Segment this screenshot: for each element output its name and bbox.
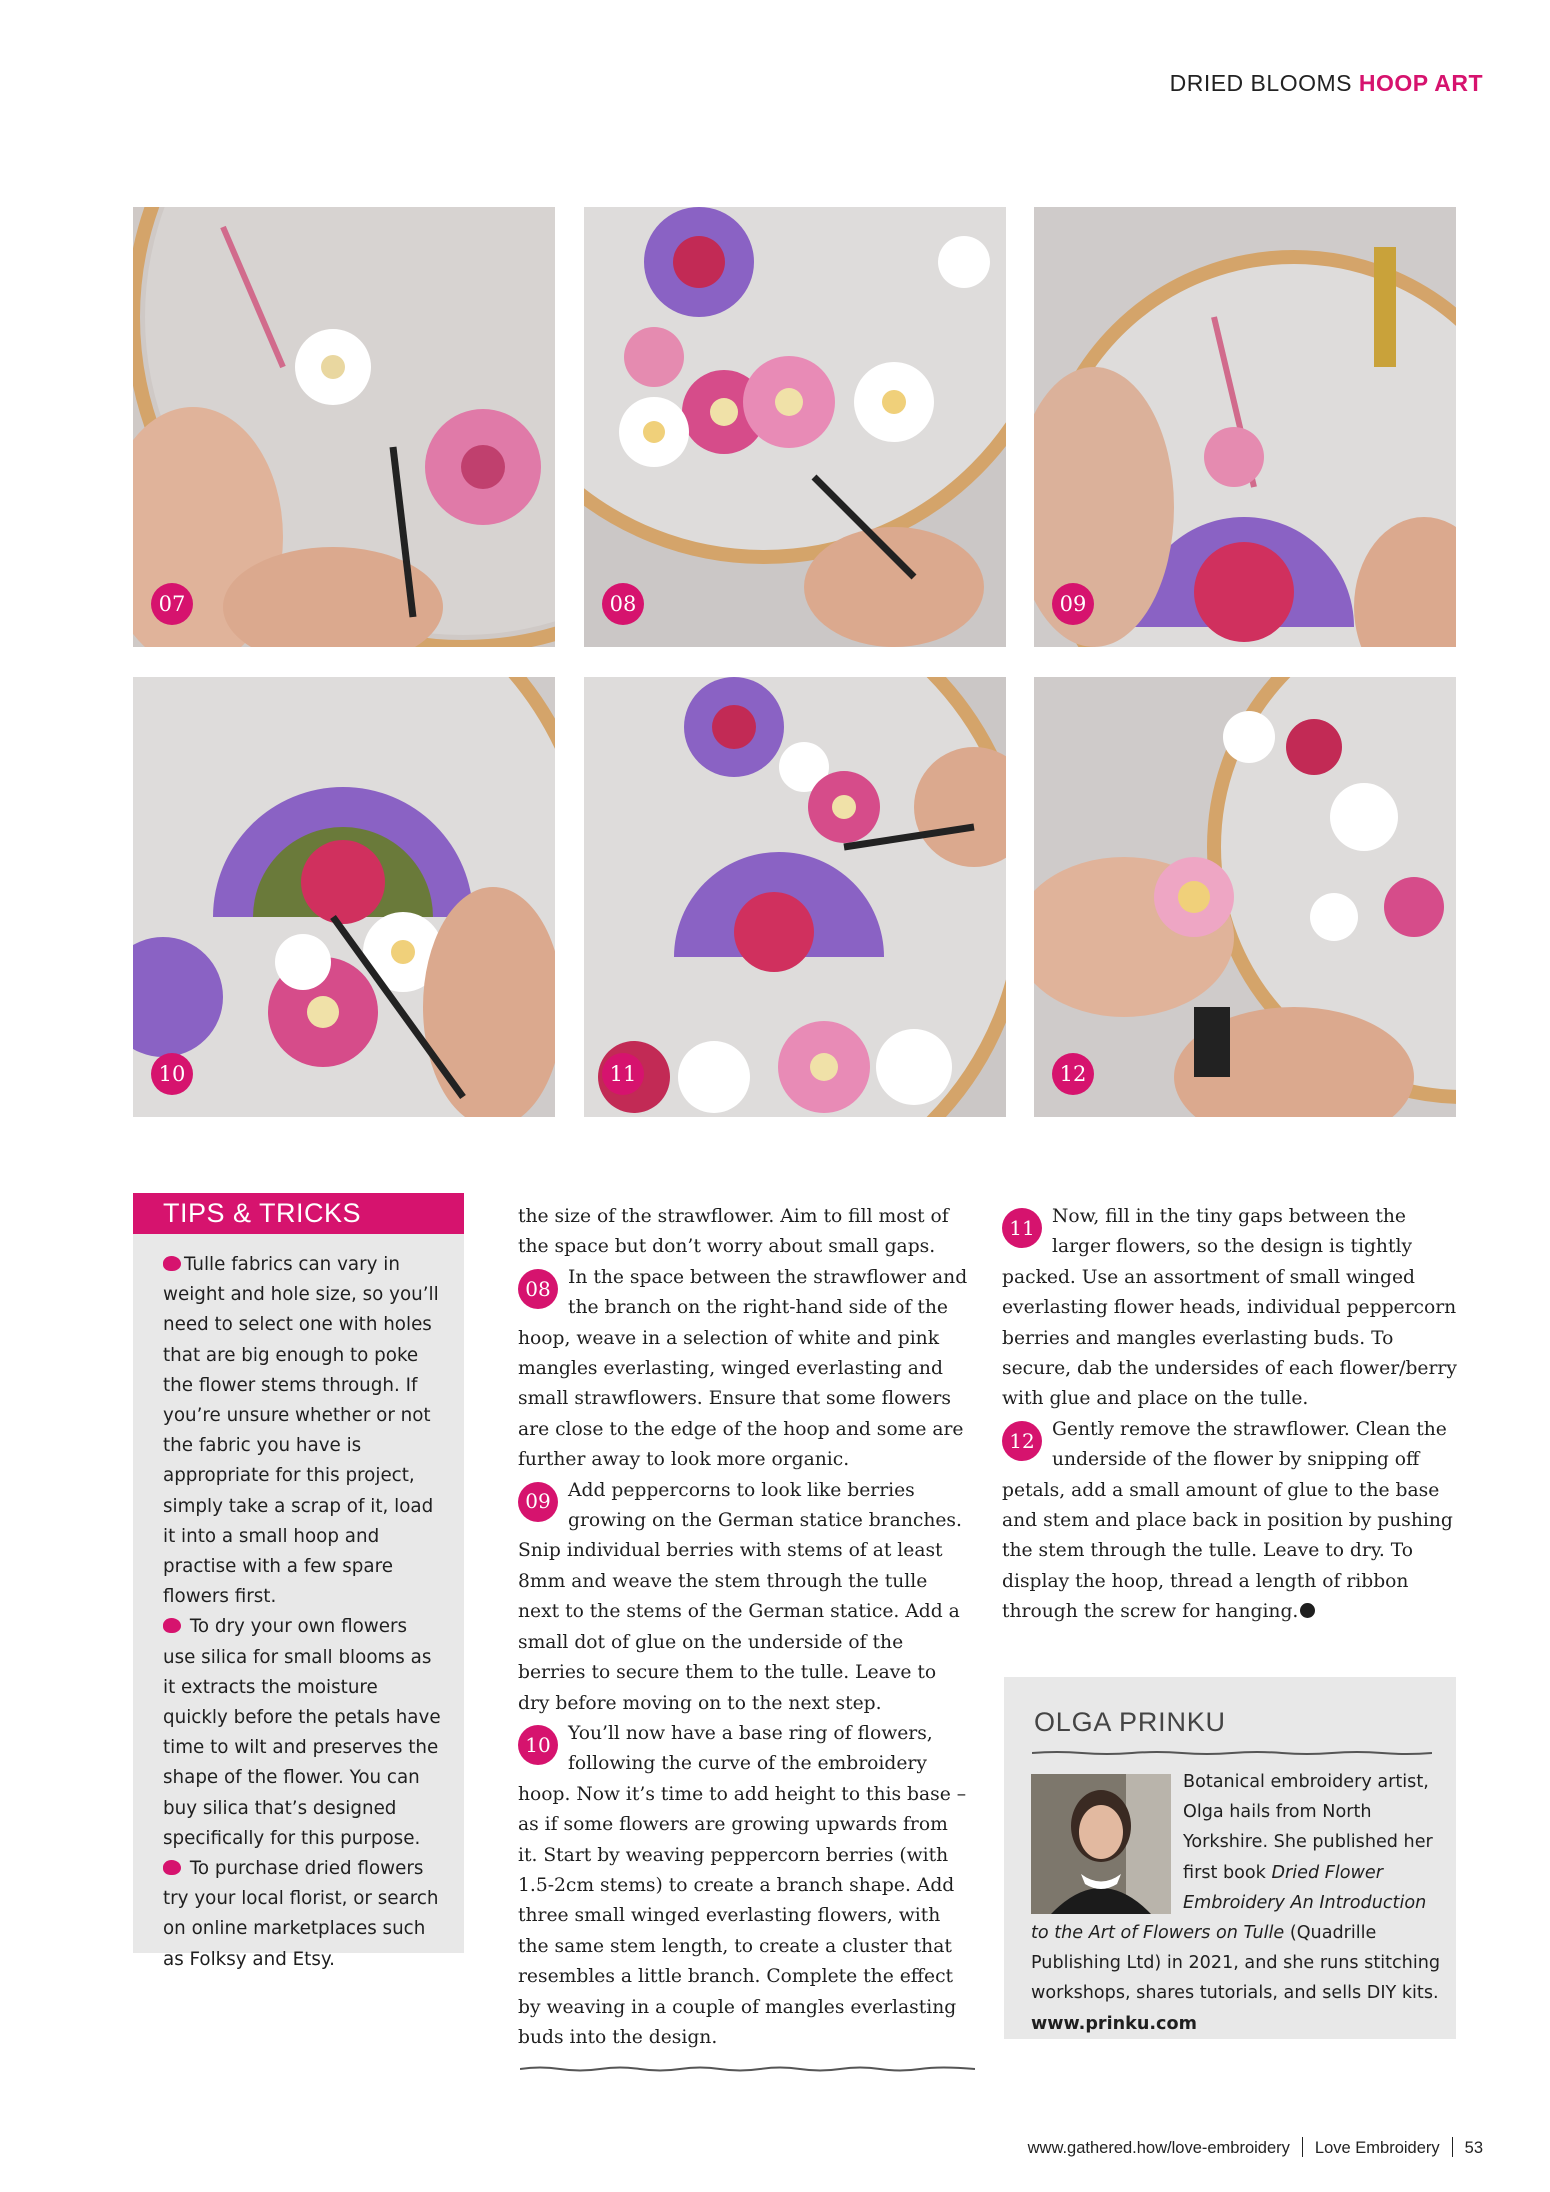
footer-separator	[1452, 2137, 1453, 2157]
step-badge: 10	[151, 1053, 193, 1095]
step-text: You’ll now have a base ring of flowers, following the curve of the embroidery hoop. Now it’s time to add height to this base – as if some flowers are growing upwards from it. Start by weaving peppercorn berries (with 1.5-2cm stems) to create a branch shape. Add three small winged everlasting flowers, with the same stem length, to create a cluster that resembles a little branch. Complete the effect by weaving in a couple of mangles everlasting buds into the design.	[518, 1722, 967, 2048]
step-number-badge: 08	[518, 1269, 558, 1309]
photo-illustration	[584, 677, 1006, 1117]
section-label: DRIED BLOOMS	[1169, 70, 1352, 96]
step-photo-11	[584, 677, 1006, 1117]
photo-illustration	[133, 677, 555, 1117]
footer-magazine: Love Embroidery	[1314, 2139, 1440, 2157]
tips-body	[133, 1234, 464, 1975]
bullet-blob-icon	[163, 1860, 181, 1875]
step-paragraph	[518, 1476, 973, 1719]
step-photo-08	[584, 207, 1006, 647]
photo-illustration	[1034, 677, 1456, 1117]
section-accent: HOOP ART	[1358, 70, 1483, 96]
step-badge: 09	[1052, 583, 1094, 625]
step-badge: 08	[602, 583, 644, 625]
tip-item	[163, 1612, 442, 1854]
step-number-badge: 12	[1002, 1421, 1042, 1461]
photo-illustration	[584, 207, 1006, 647]
photo-illustration	[133, 207, 555, 647]
bio-divider	[1032, 1750, 1432, 1756]
tip-text: To purchase dried flowers try your local florist, or search on online marketplaces such as Folksy and Etsy.	[163, 1858, 439, 1970]
step-text: In the space between the strawflower and the branch on the right-hand side of the hoop, weave in a selection of white and pink mangles everlasting, winged everlasting and small strawflowers. Ensure that some flowers are close to the edge of the hoop and some are further away to look more organic.	[518, 1266, 968, 1471]
bio-text-part: (Quadrille Publishing Ltd) in 2021, and she runs stitching workshops, shares tutorials, and sells DIY kits.	[1031, 1923, 1441, 2004]
step-photo-09	[1034, 207, 1456, 647]
step-number-badge: 10	[518, 1725, 558, 1765]
author-bio-text	[1031, 1767, 1443, 2039]
step-number-badge: 09	[518, 1482, 558, 1522]
tip-item	[163, 1250, 442, 1612]
step-photo-12	[1034, 677, 1456, 1117]
end-mark-icon	[1300, 1603, 1315, 1618]
bullet-blob-icon	[163, 1256, 181, 1271]
step-continued-text: the size of the strawflower. Aim to fill most of the space but don’t worry about small gaps.	[518, 1206, 949, 1258]
tips-title: TIPS & TRICKS	[133, 1193, 464, 1234]
author-bio-panel	[1004, 1677, 1456, 2039]
bullet-blob-icon	[163, 1618, 181, 1633]
instructions-column-right	[1002, 1202, 1458, 1628]
step-paragraph	[518, 1719, 973, 2053]
step-paragraph	[1002, 1415, 1458, 1628]
photo-illustration	[1034, 207, 1456, 647]
step-paragraph	[1002, 1202, 1458, 1415]
tip-text: To dry your own flowers use silica for small blooms as it extracts the moisture quickly before the petals have time to wilt and preserves the shape of the flower. You can buy silica that’s designed specifically for this purpose.	[163, 1616, 441, 1849]
step-badge: 12	[1052, 1053, 1094, 1095]
step-badge: 11	[602, 1053, 644, 1095]
tips-panel	[133, 1193, 464, 1970]
bio-text-part: Botanical embroidery artist, Olga hails from North Yorkshire. She published her first book	[1183, 1772, 1433, 1883]
author-name: OLGA PRINKU	[1034, 1707, 1226, 1737]
tip-text: Tulle fabrics can vary in weight and hole size, so you’ll need to select one with holes that are big enough to poke the flower stems through. If you’re unsure whether or not the fabric you have is appropriate for this project, simply take a scrap of it, load it into a small hoop and practise with a few spare flowers first.	[163, 1254, 439, 1608]
footer-separator	[1302, 2137, 1303, 2157]
section-header	[1170, 70, 1483, 97]
step-number-badge: 11	[1002, 1208, 1042, 1248]
book-title: Dried Flower Embroidery An Introduction to the Art of Flowers on Tulle	[1031, 1862, 1427, 1944]
step-text: Now, fill in the tiny gaps between the larger flowers, so the design is tightly packed. Use an assortment of small winged everlasting flower heads, individual peppercorn berries and mangles everlasting buds. To secure, dab the undersides of each flower/berry with glue and place on the tulle.	[1002, 1206, 1457, 1410]
page-footer	[1028, 2137, 1483, 2158]
step-text: Gently remove the strawflower. Clean the underside of the flower by snipping off petals, add a small amount of glue to the base and stem and place back in position by pushing the stem through the tulle. Leave to dry. To display the hoop, thread a length of ribbon through the screw for hanging.	[1002, 1418, 1453, 1623]
step-text: Add peppercorns to look like berries growing on the German statice branches. Snip individual berries with stems of at least 8mm and weave the stem through the tulle next to the stems of the German statice. Add a small dot of glue on the underside of the berries to secure them to the tulle. Leave to dry before moving on to the next step.	[518, 1479, 962, 1714]
page-number: 53	[1464, 2139, 1483, 2157]
column-divider	[520, 2065, 975, 2073]
step-badge: 07	[151, 583, 193, 625]
tip-item	[163, 1854, 442, 1975]
author-website-link[interactable]: www.prinku.com	[1031, 2013, 1197, 2034]
step-photo-10	[133, 677, 555, 1117]
step-photo-07	[133, 207, 555, 647]
footer-url[interactable]: www.gathered.how/love-embroidery	[1027, 2139, 1290, 2157]
instructions-column-middle	[518, 1202, 973, 2053]
step-paragraph	[518, 1263, 973, 1476]
